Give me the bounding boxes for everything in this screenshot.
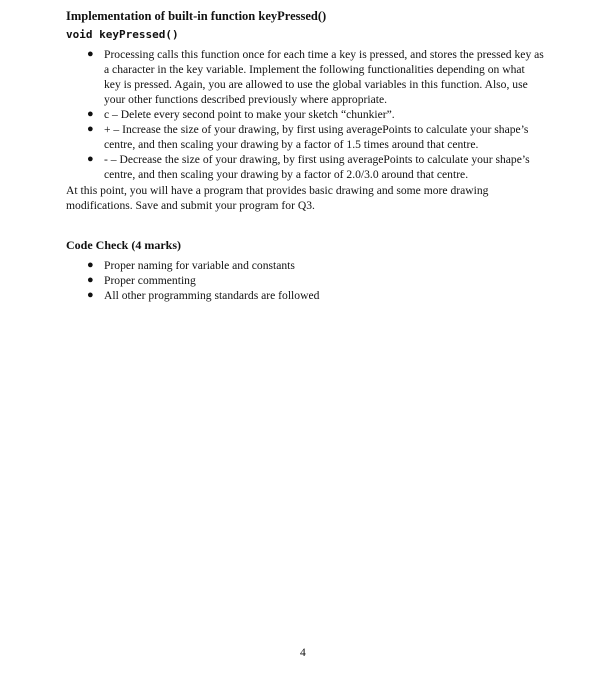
bullet-icon: ● <box>87 259 94 271</box>
list-item-text: Proper commenting <box>104 274 196 287</box>
function-signature: void keyPressed() <box>66 28 179 41</box>
bullet-icon: ● <box>87 289 94 301</box>
code-check-heading: Code Check (4 marks) <box>66 238 181 252</box>
list-item <box>87 47 544 107</box>
page-number: 4 <box>300 646 306 659</box>
list-item-text: c – Delete every second point to make your sketch “chunkier”. <box>104 108 395 121</box>
list-item <box>87 288 504 303</box>
list-item-text: Proper naming for variable and constants <box>104 259 295 272</box>
section-heading: Implementation of built-in function keyPressed() <box>66 9 327 23</box>
list-item <box>87 258 504 273</box>
list-item-text: - – Decrease the size of your drawing, by first using averagePoints to calculate your shape’s centre, and then scaling your drawing by a factor of 2.0/3.0 around that centre. <box>104 153 530 181</box>
list-item <box>87 273 504 288</box>
list-item <box>87 122 544 152</box>
bullet-icon: ● <box>87 123 94 135</box>
list-item-text: + – Increase the size of your drawing, by first using averagePoints to calculate your shape’s centre, and then scaling your drawing by a factor of 1.5 times around that centre. <box>104 123 529 151</box>
list-item <box>87 152 544 182</box>
bullet-icon: ● <box>87 48 94 60</box>
list-item-text: Processing calls this function once for each time a key is pressed, and stores the pressed key as a character in the key variable. Implement the following functionalities depending on what key is pressed. Again, you are allowed to use the global variables in this function. Also, use your other functions described previously where appropriate. <box>104 48 544 106</box>
bullet-icon: ● <box>87 108 94 120</box>
functionality-list <box>87 47 544 182</box>
list-item <box>87 107 544 122</box>
list-item-text: All other programming standards are followed <box>104 289 320 302</box>
summary-paragraph: At this point, you will have a program that provides basic drawing and some more drawing modifications. Save and submit your program for Q3. <box>66 184 489 212</box>
bullet-icon: ● <box>87 153 94 165</box>
code-check-list <box>87 258 504 303</box>
bullet-icon: ● <box>87 274 94 286</box>
